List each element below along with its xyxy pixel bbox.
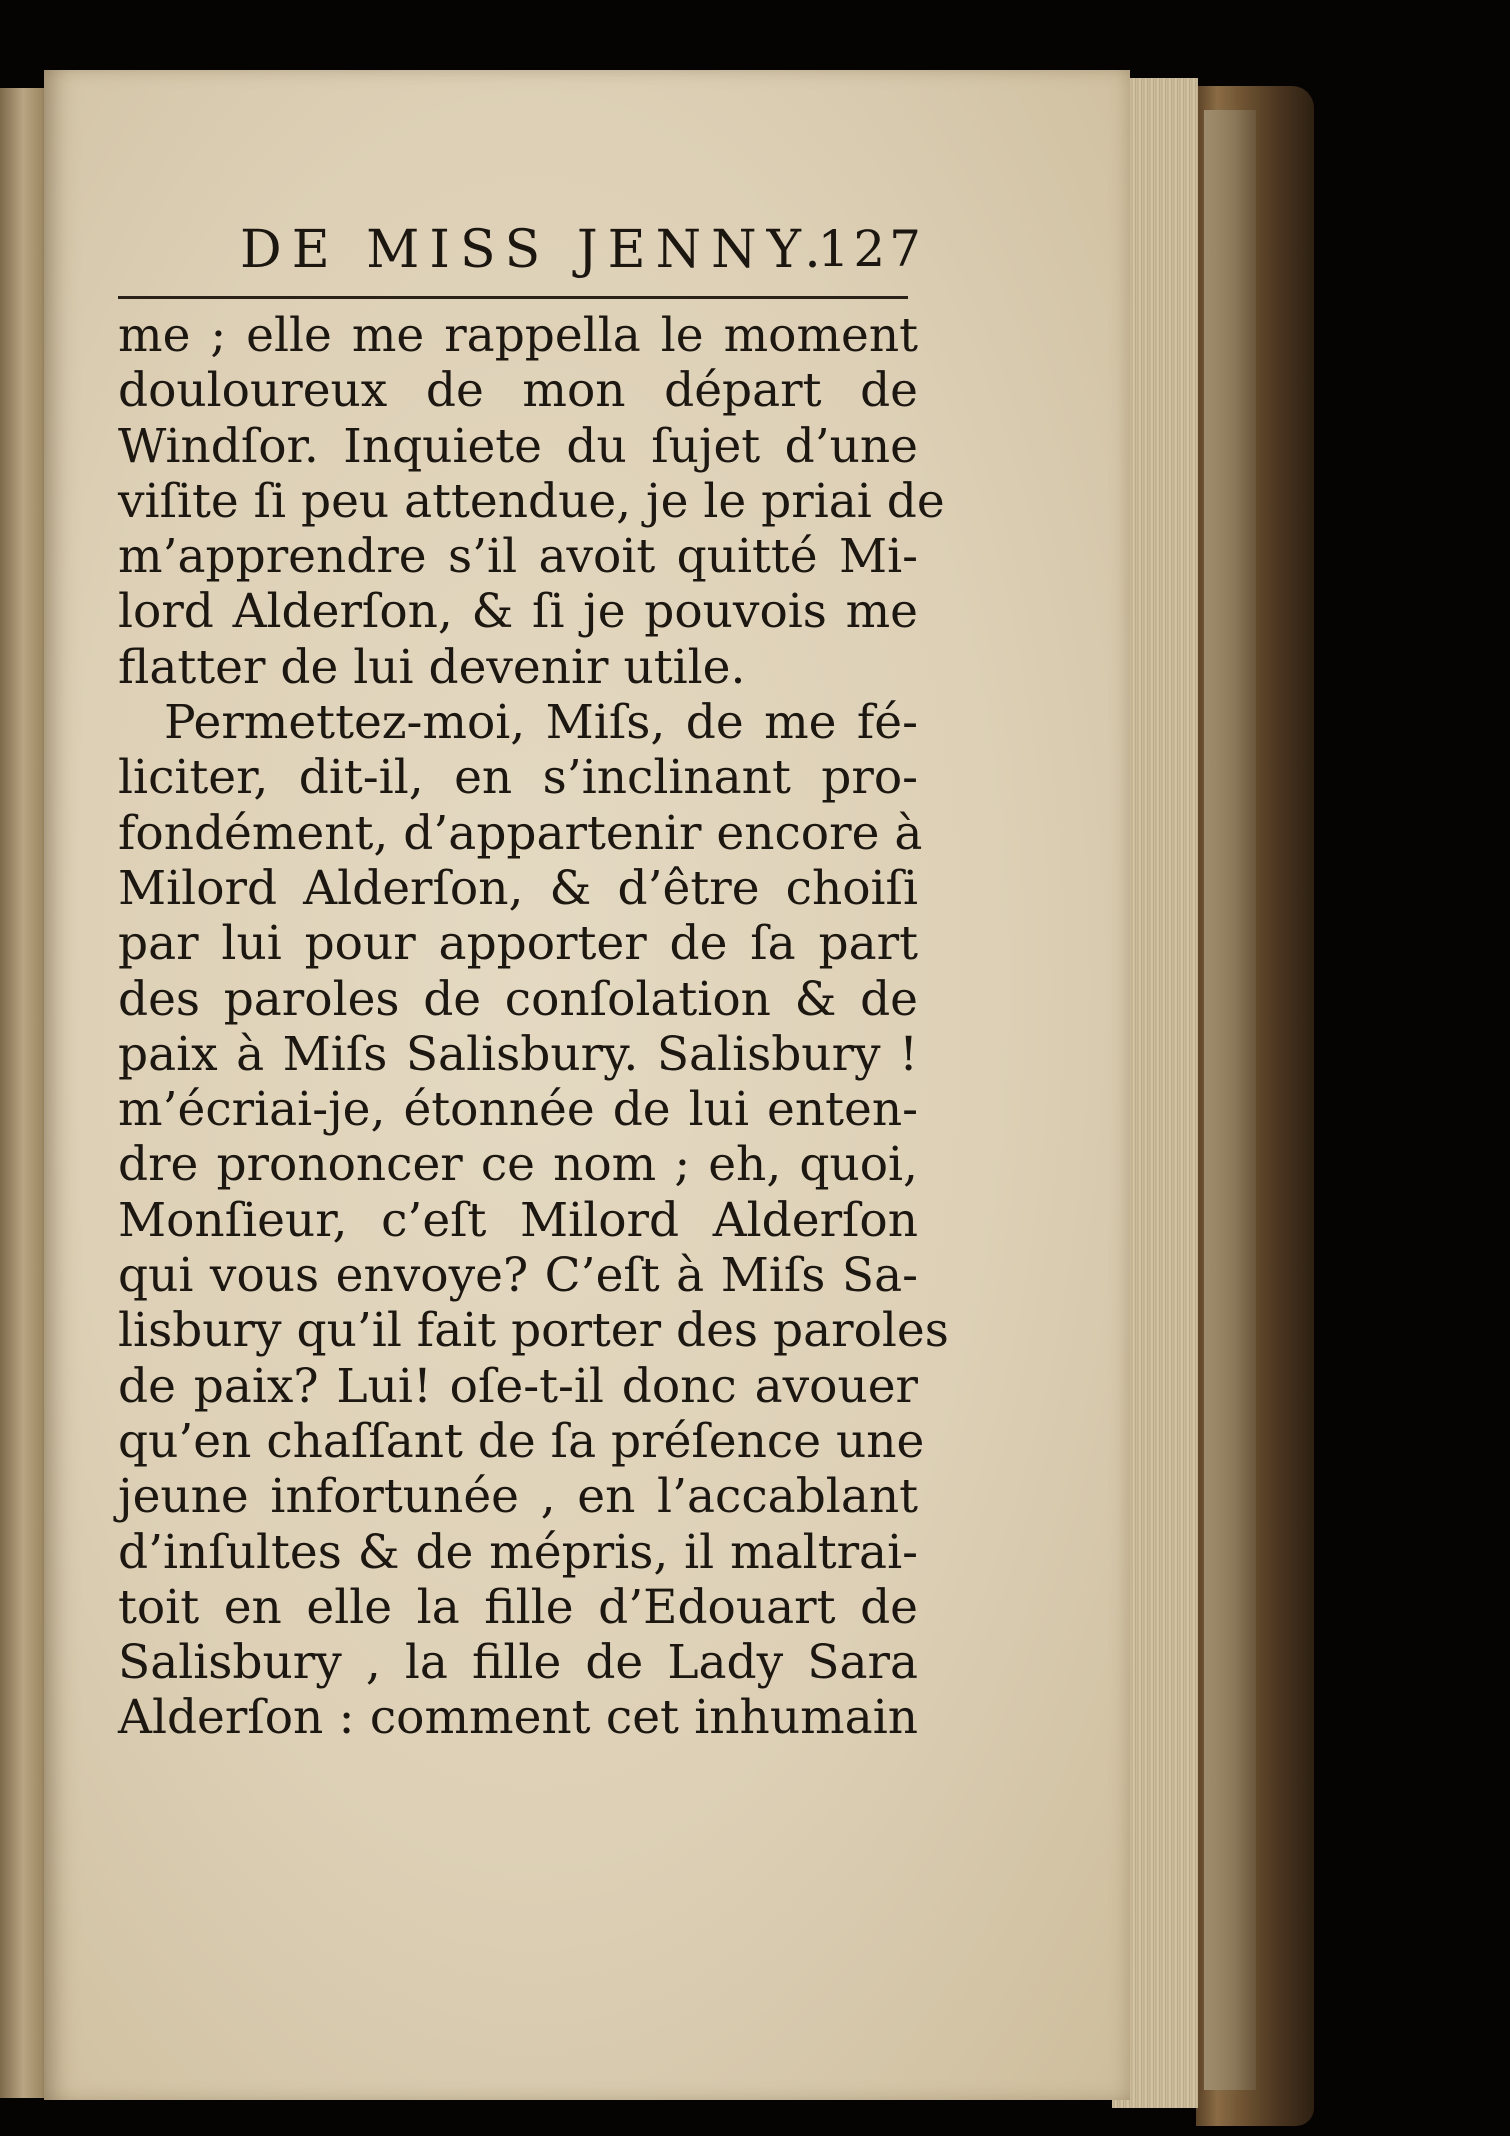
text-line: viſite ſi peu attendue, je le priai de xyxy=(118,473,945,529)
text-line: par lui pour apporter de ſa part xyxy=(118,916,918,972)
text-line: me ; elle me rappella le moment xyxy=(118,308,918,363)
text-line: fondément, d’appartenir encore à xyxy=(118,805,923,861)
page-number: 127 xyxy=(817,220,925,278)
text-line: Monſieur, c’eſt Milord Alderſon xyxy=(118,1192,918,1248)
text-line: Salisbury , la fille de Lady Sara xyxy=(118,1635,918,1691)
text-line: liciter, dit-il, en s’inclinant pro- xyxy=(118,750,918,806)
cover-lining xyxy=(1204,110,1256,2090)
text-line: Permettez-moi, Miſs, de me fé- xyxy=(164,695,918,751)
text-line: dre prononcer ce nom ; eh, quoi, xyxy=(118,1137,918,1193)
page-body-text xyxy=(118,308,949,1746)
text-line: Windſor. Inquiete du ſujet d’une xyxy=(118,418,918,474)
text-line: lisbury qu’il fait porter des paroles xyxy=(118,1303,949,1359)
text-line: d’inſultes & de mépris, il maltrai- xyxy=(118,1524,918,1580)
text-line: flatter de lui devenir utile. xyxy=(118,639,746,695)
text-line: qu’en chaſſant de ſa préſence une xyxy=(118,1413,925,1469)
text-line: toit en elle la fille d’Edouart de xyxy=(118,1579,918,1635)
text-line: qui vous envoye? C’eſt à Miſs Sa- xyxy=(118,1248,918,1304)
running-head xyxy=(240,220,925,290)
text-line: paix à Miſs Salisbury. Salisbury ! xyxy=(118,1026,918,1082)
text-line: m’apprendre s’il avoit quitté Mi- xyxy=(118,529,918,585)
text-line: des paroles de conſolation & de xyxy=(118,971,918,1027)
text-line: Milord Alderſon, & d’être choiſi xyxy=(118,860,918,916)
text-line: Alderſon : comment cet inhumain xyxy=(118,1690,918,1746)
text-line: lord Alderſon, & ſi je pouvois me xyxy=(118,584,918,640)
text-line: douloureux de mon départ de xyxy=(118,363,918,419)
text-line: jeune infortunée , en l’accablant xyxy=(118,1469,918,1525)
head-rule xyxy=(118,296,908,299)
running-head-title: DE MISS JENNY. xyxy=(240,220,831,280)
text-line: de paix? Lui! oſe-t-il donc avouer xyxy=(118,1358,918,1414)
text-line: m’écriai-je, étonnée de lui enten- xyxy=(118,1082,918,1138)
